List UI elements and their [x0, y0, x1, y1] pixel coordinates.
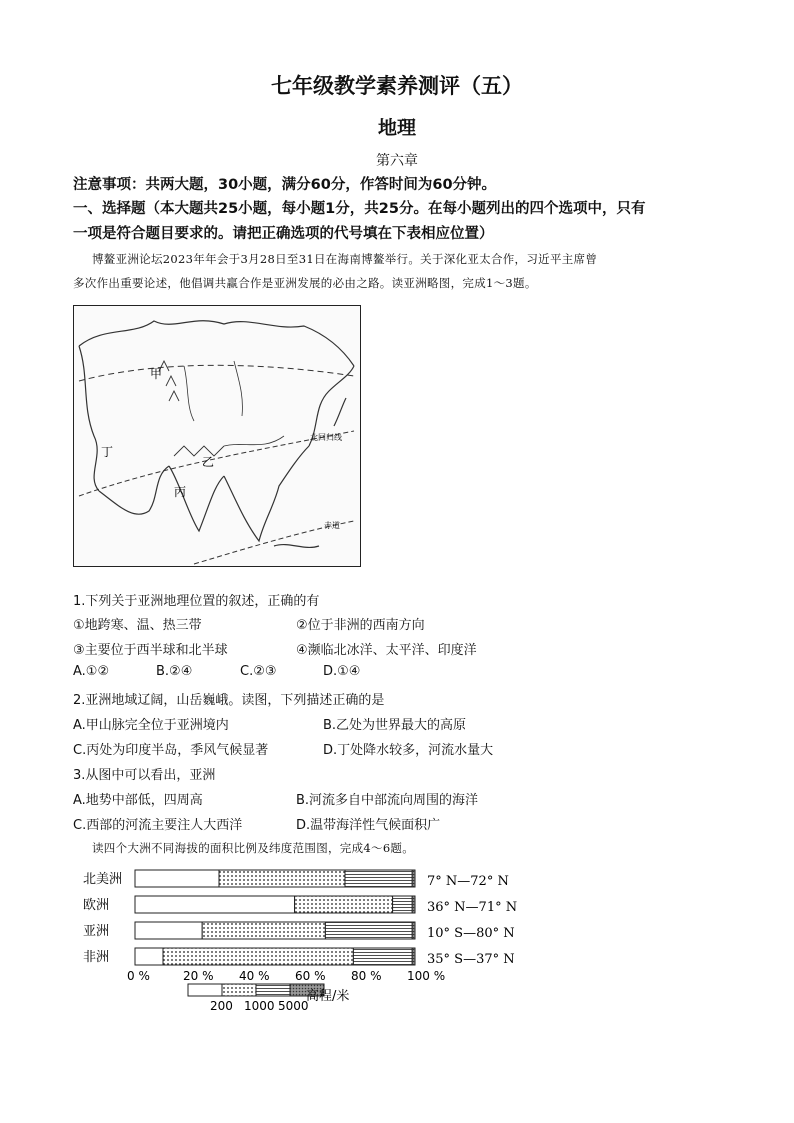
intro1-line1: 博鳌亚洲论坛2023年年会于3月28日至31日在海南博鳌举行。关于深化亚太合作，习近平主席曾: [92, 252, 598, 266]
arabia-coast: [99, 466, 169, 514]
bar-segment: [412, 948, 415, 965]
question-3-stem: 3.从图中可以看出，亚洲: [73, 768, 216, 783]
intro1-line2: 多次作出重要论述，他倡调共赢合作是亚洲发展的必由之路。读亚洲略图，完成1～3题。: [73, 276, 537, 290]
q3-option-d: D.温带海洋性气候面积广: [296, 818, 441, 833]
x-tick-label: 100 %: [407, 969, 446, 983]
river-1: [184, 366, 194, 421]
page-title: 七年级教学素养测评（五）: [271, 74, 523, 98]
map-label-yi: 乙: [202, 455, 215, 469]
elevation-chart: [70, 858, 530, 1018]
legend-unit: 高程/米: [306, 989, 350, 1004]
category-label: 非洲: [83, 950, 110, 965]
latitude-label: 36° N—71° N: [427, 900, 518, 915]
bar-segment: [219, 870, 345, 887]
bar-segment: [353, 948, 412, 965]
q1-option-c: C.②③: [240, 664, 277, 679]
legend-threshold: 1000: [244, 999, 275, 1013]
x-tick-label: 0 %: [127, 969, 150, 983]
asia-map: [73, 305, 361, 567]
category-label: 北美洲: [83, 872, 123, 887]
map-label-ding: 丁: [101, 445, 114, 459]
bar-segment: [412, 922, 415, 939]
himalaya: [174, 446, 224, 456]
map-label-bing: 丙: [174, 485, 187, 499]
asia-map-drawing: [74, 306, 360, 566]
q3-option-a: A.地势中部低，四周高: [73, 793, 203, 808]
question-1-stem: 1.下列关于亚洲地理位置的叙述，正确的有: [73, 594, 320, 609]
q3-option-b: B.河流多自中部流向周围的海洋: [296, 793, 479, 808]
latitude-label: 10° S—80° N: [427, 926, 515, 941]
q2-option-d: D.丁处降水较多，河流水量大: [323, 743, 494, 758]
q1-option-a: A.①②: [73, 664, 110, 679]
west-coast: [79, 346, 99, 491]
x-tick-label: 20 %: [183, 969, 214, 983]
bar-segment: [163, 948, 353, 965]
bar-segment: [135, 948, 163, 965]
q1-statement-4: ④濒临北冰洋、太平洋、印度洋: [296, 643, 477, 658]
bar-segment: [325, 922, 412, 939]
q2-option-b: B.乙处为世界最大的高原: [323, 718, 467, 733]
river-3: [224, 436, 284, 446]
map-label-jia: 甲: [150, 367, 163, 381]
q1-statement-2: ②位于非洲的西南方向: [296, 618, 425, 633]
q2-option-c: C.丙处为印度半岛，季风气候显著: [73, 743, 269, 758]
q1-option-b: B.②④: [156, 664, 193, 679]
arctic-circle: [79, 365, 354, 381]
legend-swatch: [256, 984, 290, 996]
north-coast: [79, 321, 354, 366]
section1-heading-line2: 一项是符合题目要求的。请把正确选项的代号填在下表相应位置）: [73, 226, 494, 242]
japan: [334, 398, 346, 426]
intro2: 读四个大洲不同海拔的面积比例及纬度范围图，完成4～6题。: [92, 841, 415, 855]
section1-heading-line1: 一、选择题（本大题共25小题，每小题1分，共25分。在每小题列出的四个选项中，只有: [73, 201, 646, 217]
legend-swatch: [188, 984, 222, 996]
x-tick-label: 40 %: [239, 969, 270, 983]
bar-segment: [345, 870, 412, 887]
bar-segment: [393, 896, 413, 913]
notice: 注意事项：共两大题，30小题，满分60分，作答时间为60分钟。: [73, 177, 497, 193]
legend-swatch: [222, 984, 256, 996]
category-label: 亚洲: [83, 924, 110, 939]
legend-threshold: 200: [210, 999, 233, 1013]
x-tick-label: 60 %: [295, 969, 326, 983]
bar-segment: [135, 870, 219, 887]
category-label: 欧洲: [83, 898, 110, 913]
bar-segment: [135, 922, 202, 939]
seasia-coast: [224, 446, 309, 541]
bar-segment: [295, 896, 393, 913]
legend-threshold: 5000: [278, 999, 309, 1013]
latitude-label: 35° S—37° N: [427, 952, 515, 967]
chapter-label: 第六章: [376, 153, 418, 169]
indonesia: [274, 545, 319, 548]
q3-option-c: C.西部的河流主要注人大西洋: [73, 818, 243, 833]
map-label-tropic: 北回归线: [310, 433, 342, 442]
map-label-equator: 赤道: [324, 521, 340, 530]
q1-statement-3: ③主要位于西半球和北半球: [73, 643, 228, 658]
q2-option-a: A.甲山脉完全位于亚洲境内: [73, 718, 229, 733]
river-2: [234, 361, 242, 416]
x-tick-label: 80 %: [351, 969, 382, 983]
q1-option-d: D.①④: [323, 664, 361, 679]
bar-segment: [412, 870, 415, 887]
question-2-stem: 2.亚洲地域辽阔，山岳巍峨。读图，下列描述正确的是: [73, 693, 385, 708]
bar-segment: [412, 896, 415, 913]
bar-segment: [135, 896, 295, 913]
bar-segment: [202, 922, 325, 939]
latitude-label: 7° N—72° N: [427, 874, 509, 889]
subject-title: 地理: [377, 117, 416, 139]
q1-statement-1: ①地跨寒、温、热三带: [73, 618, 202, 633]
